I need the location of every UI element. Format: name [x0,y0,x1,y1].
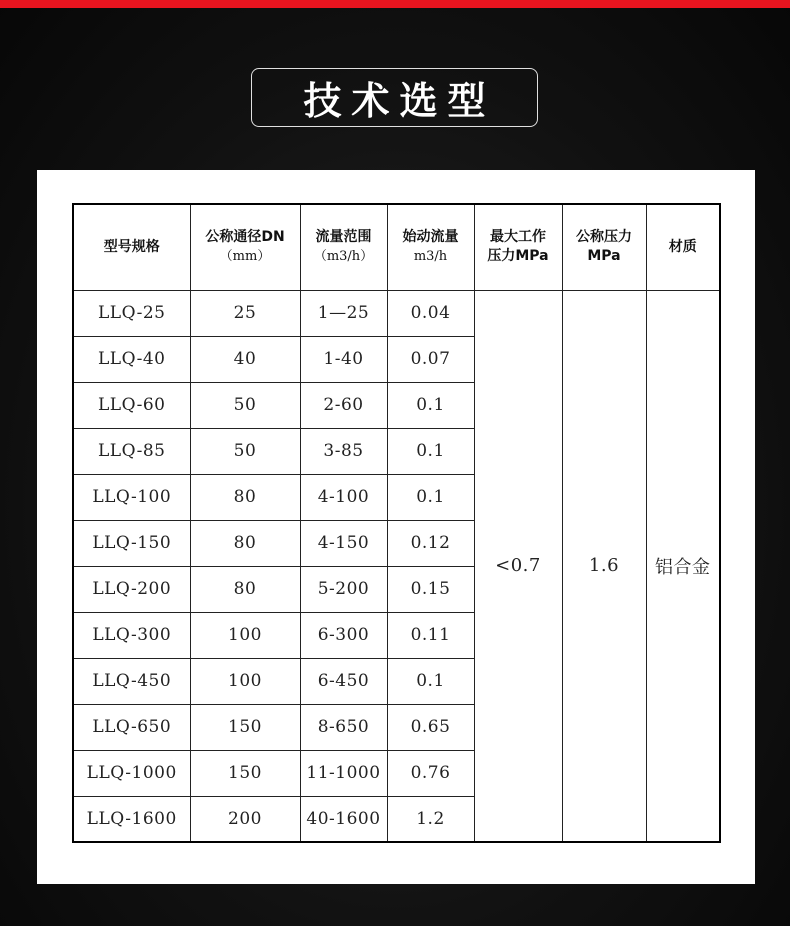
cell-nominal-diameter: 25 [190,290,300,336]
cell-flow-range: 40-1600 [300,796,387,842]
top-accent-bar [0,0,790,8]
cell-model: LLQ-40 [73,336,190,382]
cell-max-working-pressure: <0.7 [474,290,562,842]
cell-flow-range: 1-40 [300,336,387,382]
cell-starting-flow: 0.15 [387,566,474,612]
cell-nominal-diameter: 80 [190,474,300,520]
table-header-row [73,204,720,290]
header-flow-range: 流量范围 （m3/h） [300,204,387,290]
cell-model: LLQ-150 [73,520,190,566]
spec-table [72,203,721,843]
cell-nominal-diameter: 80 [190,520,300,566]
cell-nominal-diameter: 100 [190,658,300,704]
cell-model: LLQ-1600 [73,796,190,842]
cell-model: LLQ-85 [73,428,190,474]
cell-model: LLQ-25 [73,290,190,336]
cell-nominal-diameter: 50 [190,428,300,474]
cell-model: LLQ-100 [73,474,190,520]
cell-starting-flow: 0.1 [387,474,474,520]
cell-starting-flow: 1.2 [387,796,474,842]
cell-flow-range: 3-85 [300,428,387,474]
cell-nominal-diameter: 50 [190,382,300,428]
spec-panel [37,170,755,884]
header-material: 材质 [646,204,720,290]
cell-nominal-diameter: 150 [190,704,300,750]
table-row [73,290,720,336]
header-nominal-pressure: 公称压力 MPa [562,204,646,290]
cell-model: LLQ-1000 [73,750,190,796]
cell-nominal-diameter: 150 [190,750,300,796]
header-starting-flow: 始动流量 m3/h [387,204,474,290]
cell-flow-range: 2-60 [300,382,387,428]
cell-flow-range: 11-1000 [300,750,387,796]
cell-flow-range: 8-650 [300,704,387,750]
cell-nominal-diameter: 80 [190,566,300,612]
cell-starting-flow: 0.1 [387,428,474,474]
cell-nominal-diameter: 100 [190,612,300,658]
cell-model: LLQ-200 [73,566,190,612]
cell-starting-flow: 0.04 [387,290,474,336]
header-max-working-pressure: 最大工作 压力MPa [474,204,562,290]
cell-starting-flow: 0.12 [387,520,474,566]
cell-model: LLQ-60 [73,382,190,428]
cell-starting-flow: 0.1 [387,658,474,704]
cell-model: LLQ-300 [73,612,190,658]
cell-nominal-diameter: 40 [190,336,300,382]
cell-starting-flow: 0.1 [387,382,474,428]
cell-flow-range: 4-100 [300,474,387,520]
cell-starting-flow: 0.65 [387,704,474,750]
cell-flow-range: 6-450 [300,658,387,704]
cell-material: 铝合金 [646,290,720,842]
page-title: 技术选型 [251,68,538,127]
cell-flow-range: 5-200 [300,566,387,612]
cell-model: LLQ-650 [73,704,190,750]
cell-nominal-pressure: 1.6 [562,290,646,842]
header-nominal-diameter: 公称通径DN （mm） [190,204,300,290]
cell-nominal-diameter: 200 [190,796,300,842]
cell-starting-flow: 0.76 [387,750,474,796]
cell-flow-range: 1—25 [300,290,387,336]
cell-flow-range: 4-150 [300,520,387,566]
cell-starting-flow: 0.07 [387,336,474,382]
cell-model: LLQ-450 [73,658,190,704]
cell-starting-flow: 0.11 [387,612,474,658]
header-model: 型号规格 [73,204,190,290]
cell-flow-range: 6-300 [300,612,387,658]
